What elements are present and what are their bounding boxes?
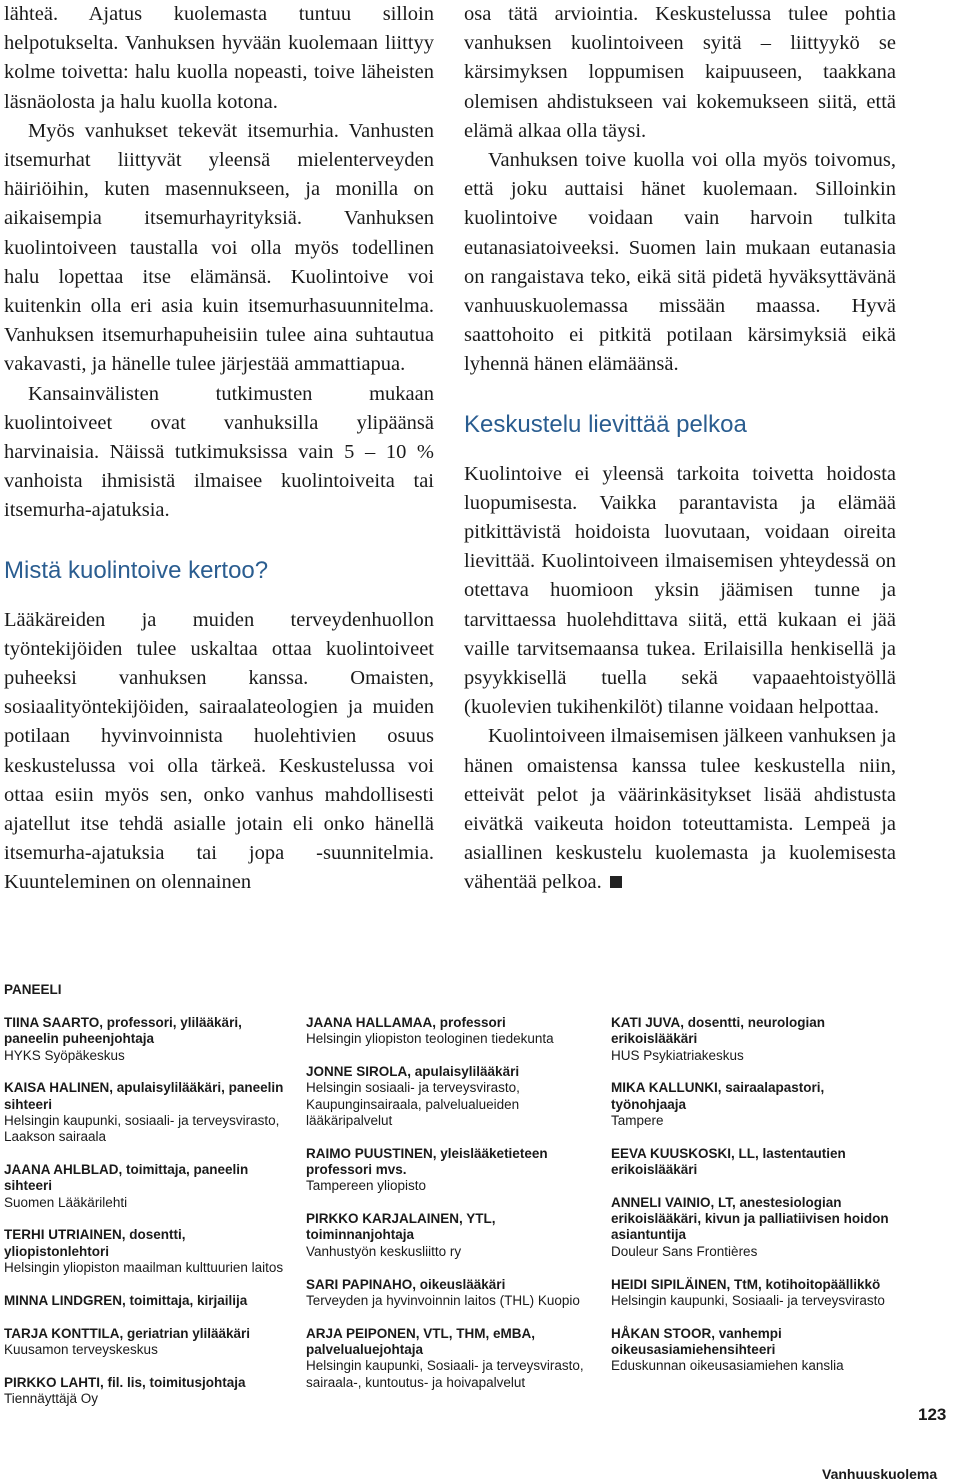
running-footer: Vanhuuskuolema xyxy=(822,1466,938,1482)
panel-member xyxy=(4,1326,294,1359)
member-affiliation: Helsingin yliopiston maailman kulttuurien laitos xyxy=(4,1260,284,1276)
panel-member xyxy=(306,1277,596,1310)
member-name: ARJA PEIPONEN, VTL, THM, eMBA, palvelualuejohtaja xyxy=(306,1325,536,1357)
member-affiliation: Helsingin sosiaali- ja terveysvirasto, Kaupunginsairaala, palvelualueiden lääkäripalvelut xyxy=(306,1080,520,1128)
end-mark-icon xyxy=(610,876,622,888)
article-right-column xyxy=(464,0,896,898)
member-name: JAANA AHLBLAD, toimittaja, paneelin sihteeri xyxy=(4,1162,249,1194)
member-name: SARI PAPINAHO, oikeuslääkäri xyxy=(306,1276,506,1292)
panel-member xyxy=(611,1015,901,1064)
member-affiliation: Helsingin kaupunki, Sosiaali- ja terveysvirasto xyxy=(611,1292,885,1308)
panel-member xyxy=(4,1080,294,1145)
panel-column-2 xyxy=(306,1015,596,1407)
member-name: KAISA HALINEN, apulaisylilääkäri, paneelin sihteeri xyxy=(4,1080,284,1112)
panel-member xyxy=(611,1195,901,1260)
panel-member xyxy=(306,1211,596,1260)
member-name: MINNA LINDGREN, toimittaja, kirjailija xyxy=(4,1292,248,1308)
paragraph: osa tätä arviointia. Keskustelussa tulee pohtia vanhuksen kuolintoiveen syitä – liittyykö se kärsimyksen loppumisen kaipuuseen, taakkana olemisen ahdistukseen vai kokemukseen siitä, että elämä alkaa olla täysi. xyxy=(464,3,896,142)
member-name: KATI JUVA, dosentti, neurologian erikoislääkäri xyxy=(611,1015,826,1047)
panel-member xyxy=(4,1227,294,1276)
section-heading: Mistä kuolintoive kertoo? xyxy=(4,556,269,584)
member-name: TIINA SAARTO, professori, ylilääkäri, paneelin puheenjohtaja xyxy=(4,1015,242,1047)
panel-title: PANEELI xyxy=(4,982,62,997)
member-affiliation: Helsingin yliopiston teologinen tiedekunta xyxy=(306,1031,554,1047)
member-name: HEIDI SIPILÄINEN, TtM, kotihoitopäällikkö xyxy=(611,1276,881,1292)
member-name: HÅKAN STOOR, vanhempi oikeusasiamiehensihteeri xyxy=(611,1325,782,1357)
member-affiliation: HYKS Syöpäkeskus xyxy=(4,1047,125,1063)
panel-member xyxy=(611,1080,901,1129)
paragraph: lähteä. Ajatus kuolemasta tuntuu silloin helpotukselta. Vanhuksen hyvään kuolemaan liittyy kolme toivetta: halu kuolla nopeasti, toive läheisten läsnäolosta ja halu kuolla kotona. xyxy=(4,3,434,113)
member-name: JONNE SIROLA, apulaisylilääkäri xyxy=(306,1064,520,1080)
member-affiliation: Eduskunnan oikeusasiamiehen kanslia xyxy=(611,1358,844,1374)
panel-member xyxy=(306,1015,596,1048)
panel-member xyxy=(306,1326,596,1391)
member-affiliation: Helsingin kaupunki, Sosiaali- ja terveysvirasto, sairaala-, kuntoutus- ja hoivapalvelut xyxy=(306,1358,584,1390)
panel-member xyxy=(4,1293,294,1309)
member-name: ANNELI VAINIO, LT, anestesiologian erikoislääkäri, kivun ja palliatiivisen hoidon asiantuntija xyxy=(611,1194,889,1243)
paragraph: Kuolintoive ei yleensä tarkoita toivetta hoidosta luopumisesta. Vaikka parantavista ja elämää pitkittävistä hoidoista luovutaan, voidaan oireita lievittää. Kuolintoiveen ilmaisemisen yhteydessä on otettava huomioon yksin jäämisen tunne ja tarvittaessa huolehdittava siitä, että kukaan ei jää vaille tarvitsemaansa tukea. Erilaisilla henkisellä ja psyykkisellä tuella sekä vapaaehtoistyöllä (kuolevien tukihenkilöt) tilanne voidaan helpottaa. xyxy=(464,462,896,719)
member-name: PIRKKO KARJALAINEN, YTL, toiminnanjohtaja xyxy=(306,1211,496,1243)
section-heading: Keskustelu lievittää pelkoa xyxy=(464,410,747,438)
member-name: PIRKKO LAHTI, fil. lis, toimitusjohtaja xyxy=(4,1374,246,1390)
member-affiliation: Terveyden ja hyvinvoinnin laitos (THL) Kuopio xyxy=(306,1292,580,1308)
member-name: TERHI UTRIAINEN, dosentti, yliopistonlehtori xyxy=(4,1227,186,1259)
member-affiliation: Kuusamon terveyskeskus xyxy=(4,1341,158,1357)
member-name: JAANA HALLAMAA, professori xyxy=(306,1015,506,1030)
member-affiliation: Vanhustyön keskusliitto ry xyxy=(306,1243,462,1259)
member-affiliation: Helsingin kaupunki, sosiaali- ja terveysvirasto, Laakson sairaala xyxy=(4,1112,280,1145)
paragraph: Kansainvälisten tutkimusten mukaan kuolintoiveet ovat vanhuksilla ylipäänsä harvinaisia. Näissä tutkimuksissa vain 5 – 10 % vanhoista ihmisistä ilmaisee kuolintoiveita tai itsemurha-ajatuksia. xyxy=(4,382,434,522)
paragraph: Vanhuksen toive kuolla voi olla myös toivomus, että joku auttaisi hänet kuolemaan. Silloinkin kuolintoive voidaan vain harvoin tulkita eutanasiatoiveeksi. Suomen lain mukaan eutanasia on rangaistava teko, eikä sitä pidetä hyväksyttävänä vanhuuskuolemassa missään maassa. Hyvä saattohoito ei pitkitä potilaan kärsimyksiä eikä lyhennä hänen elämäänsä. xyxy=(464,149,896,376)
panel-member xyxy=(611,1326,901,1375)
panel-member xyxy=(4,1015,294,1064)
panel-member xyxy=(611,1146,901,1179)
paragraph: Lääkäreiden ja muiden terveydenhuollon työntekijöiden tulee uskaltaa ottaa kuolintoiveet puheeksi vanhuksen kanssa. Omaisten, sosiaalityöntekijöiden, sairaalateologien ja muiden potilaan hyvinvoinnista huolehtivien osuus keskustelussa voi olla tärkeä. Keskustelussa voi ottaa esiin myös sen, onko vanhus mahdollisesti ajatellut itse tehdä asialle jotain eli onko hänellä itsemurha-ajatuksia tai jopa -suunnitelmia. Kuunteleminen on olennainen xyxy=(4,608,434,894)
member-affiliation: HUS Psykiatriakeskus xyxy=(611,1047,744,1063)
member-affiliation: Tiennäyttäjä Oy xyxy=(4,1391,99,1407)
member-affiliation: Douleur Sans Frontières xyxy=(611,1243,758,1259)
member-name: MIKA KALLUNKI, sairaalapastori, työnohjaaja xyxy=(611,1080,825,1112)
member-name: TARJA KONTTILA, geriatrian ylilääkäri xyxy=(4,1325,251,1341)
page-number: 123 xyxy=(918,1405,947,1424)
paragraph-text: Kuolintoiveen ilmaisemisen jälkeen vanhuksen ja hänen omaistensa kanssa tulee keskustella niin, etteivät pelot ja väärinkäsitykset lisää ahdistusta eivätkä vaikeuta hoidon toteuttamista. Lempeä ja asiallinen keskustelu kuolemasta ja kuolemisesta vähentää pelkoa. xyxy=(464,725,896,894)
member-affiliation: Suomen Lääkärilehti xyxy=(4,1194,128,1210)
panel-member xyxy=(306,1064,596,1129)
member-name: EEVA KUUSKOSKI, LL, lastentautien erikoislääkäri xyxy=(611,1145,846,1178)
paragraph: Myös vanhukset tekevät itsemurhia. Vanhusten itsemurhat liittyvät yleensä mielenterveyden häiriöihin, kuten masennukseen, ja monilla on aikaisempia itsemurhayrityksiä. Vanhuksen kuolintoiveen taustalla voi olla myös todellinen halu lopettaa itse elämänsä. Kuolintoive voi kuitenkin olla eri asia kuin itsemurhasuunnitelma. Vanhuksen itsemurhapuheisiin tulee aina suhtautua vakavasti, ja hänelle tulee järjestää ammattiapua. xyxy=(4,119,434,376)
panel-member xyxy=(611,1277,901,1310)
panel-member xyxy=(4,1375,294,1408)
member-affiliation: Tampere xyxy=(611,1112,664,1128)
panel-member xyxy=(306,1146,596,1195)
panel-column-1 xyxy=(4,1015,294,1424)
member-name: RAIMO PUUSTINEN, yleislääketieteen professori mvs. xyxy=(306,1145,548,1178)
paragraph-final xyxy=(464,722,896,897)
article-left-column xyxy=(4,0,434,898)
member-affiliation: Tampereen yliopisto xyxy=(306,1178,427,1194)
panel-column-3 xyxy=(611,1015,901,1391)
panel-member xyxy=(4,1162,294,1211)
